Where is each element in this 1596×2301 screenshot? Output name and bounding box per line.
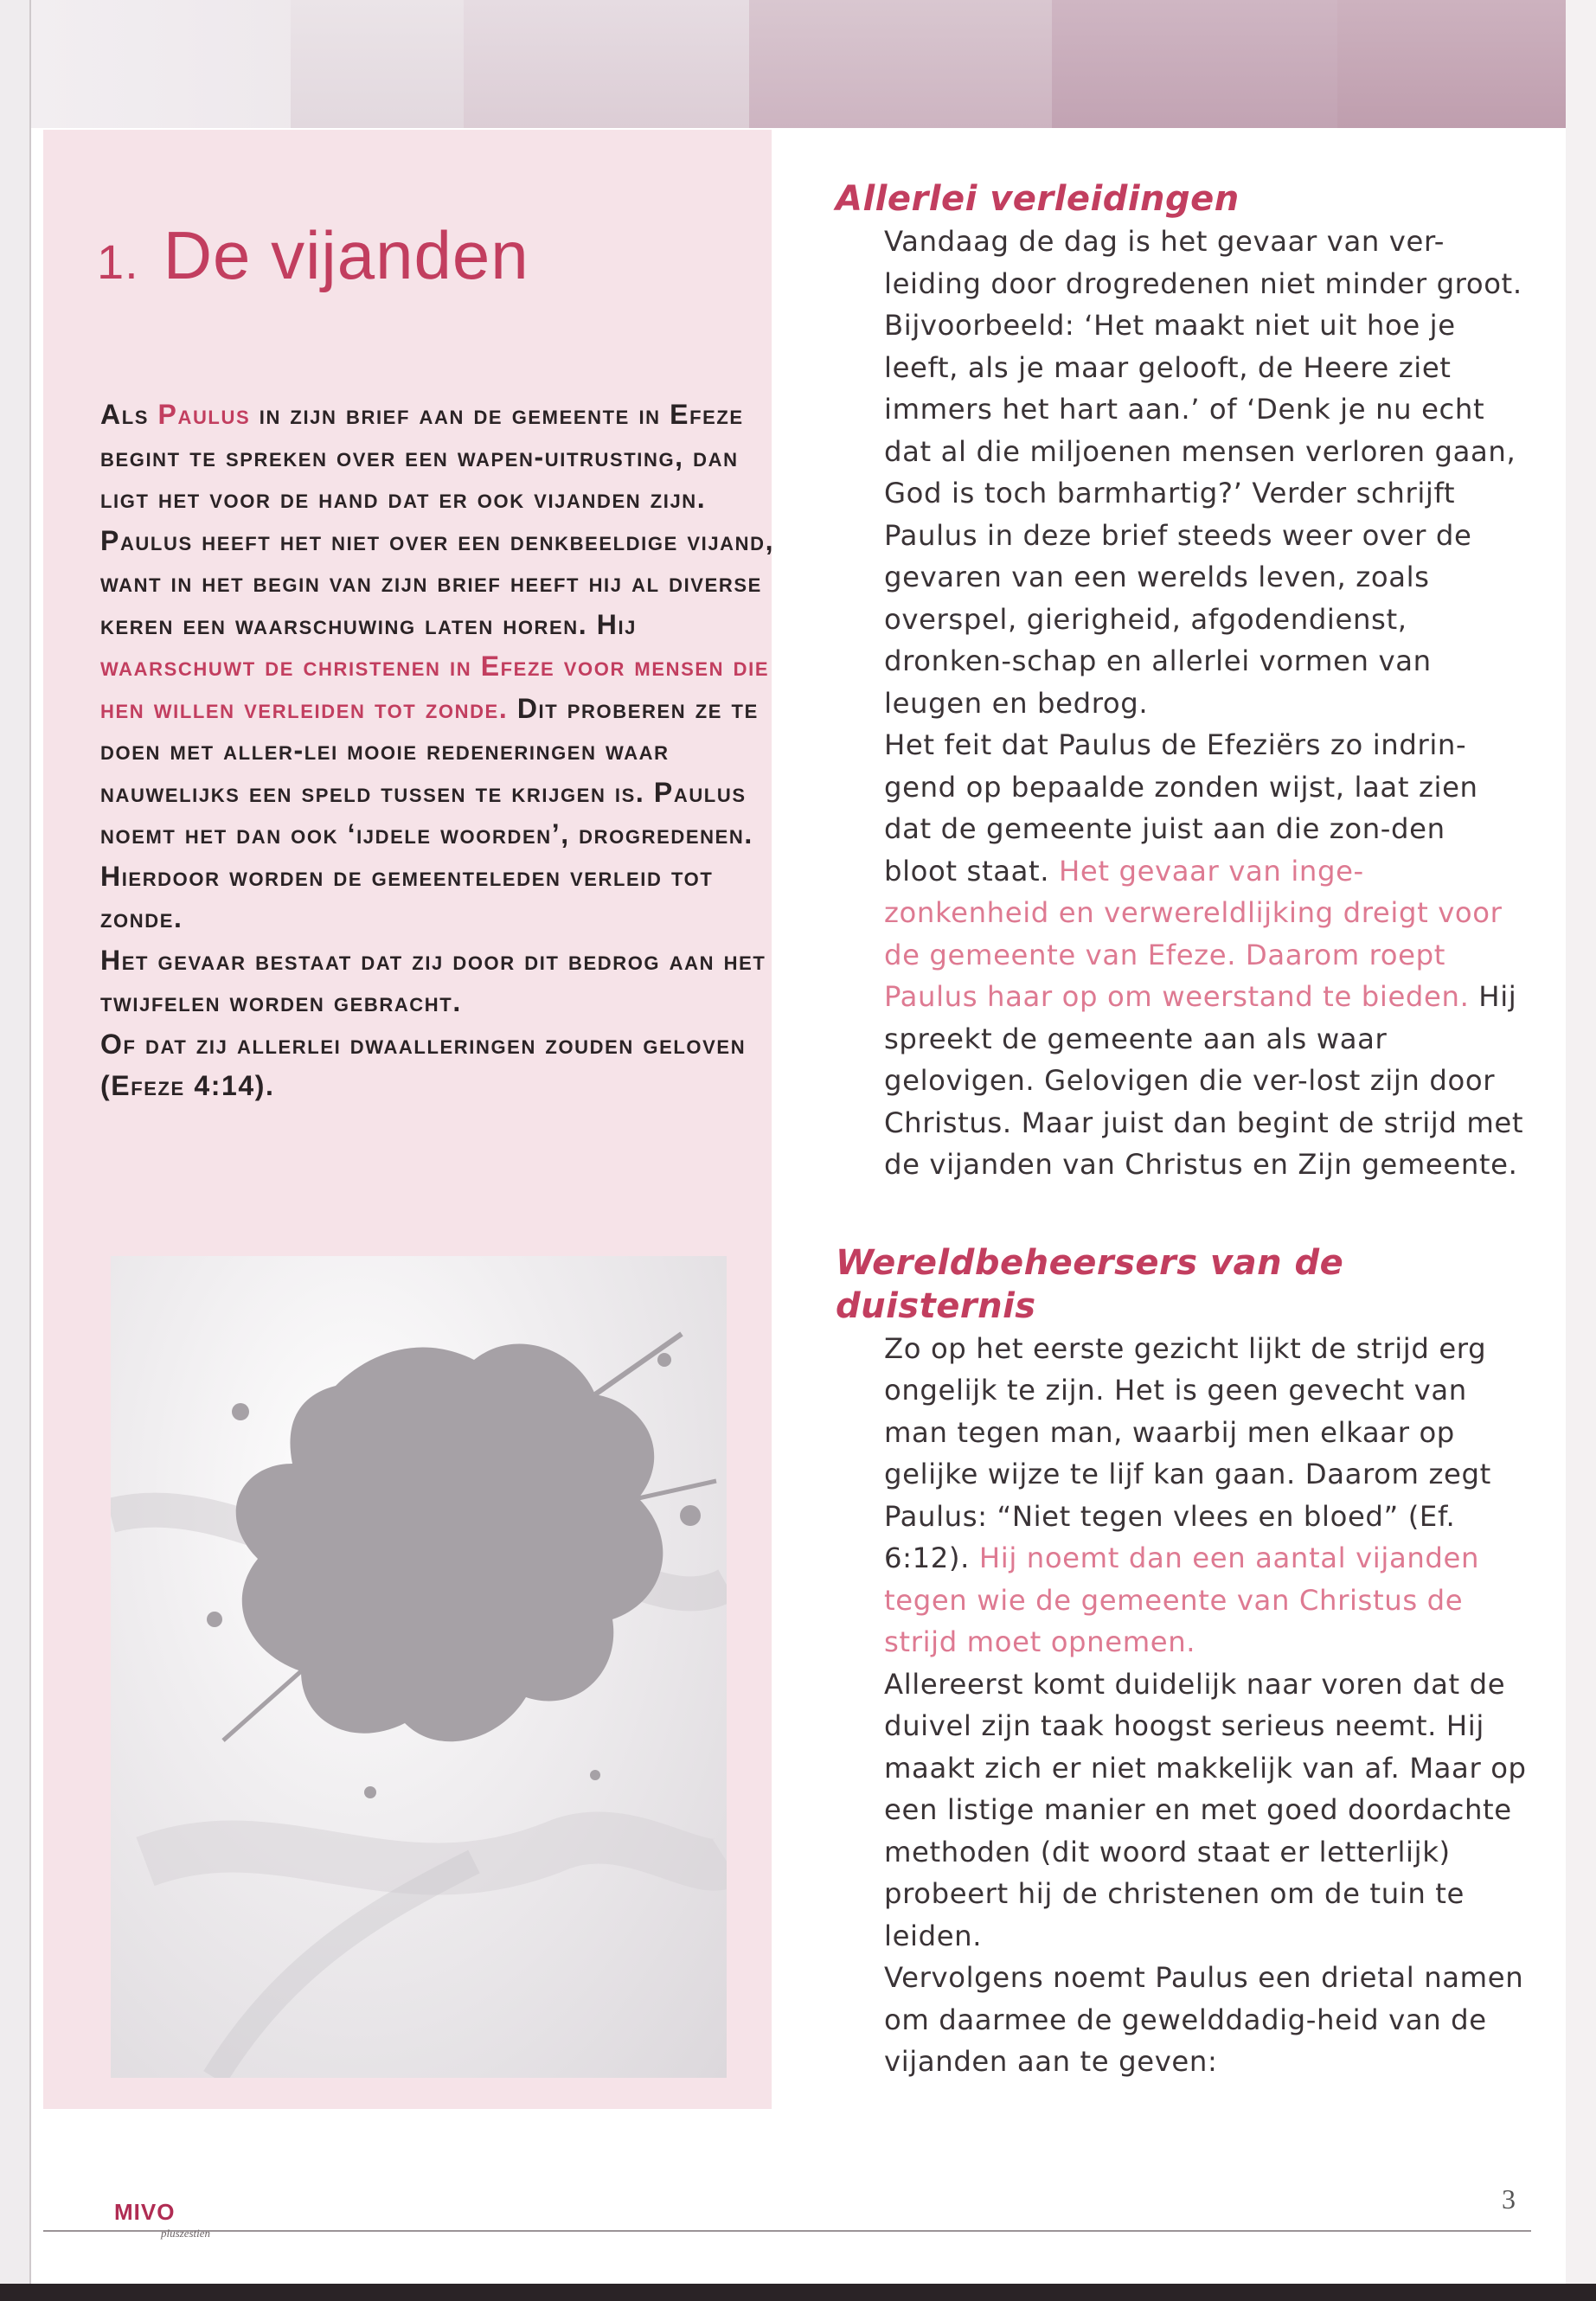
header-photo-4 (1052, 0, 1337, 128)
section1-paragraph-2 (884, 724, 1528, 1186)
intro-text-5: Of dat zij allerlei dwaalleringen zouden geloven (Efeze 4:14). (100, 1028, 747, 1101)
ink-stain-photo (111, 1256, 727, 2078)
bottom-edge-bar (0, 2284, 1596, 2301)
chapter-title (97, 216, 529, 295)
intro-text-2: in zijn brief aan de gemeente in Efeze begint te spreken over een wapen-uitrusting, dan ligt het voor de hand dat er ook vijanden zijn. Paulus heeft het niet over een denkbeeldige vijand, want in het begin van zijn brief heeft hij al diverse keren een waarschuwing laten horen. Hij (100, 399, 775, 640)
intro-paragraph (100, 394, 784, 1107)
section2-highlight: Hij noemt dan een aantal vijanden tegen wie de gemeente van Christus de strijd moet opnemen. (884, 1541, 1480, 1658)
intro-text-3: Dit proberen ze te doen met aller-lei mooie redeneringen waar nauwelijks een speld tussen te krijgen is. Paulus noemt het dan ook ‘ijdele woorden’, drogredenen. Hierdoor worden de gemeenteleden verleid tot zonde. (100, 692, 759, 933)
logo-subtitle: pluszestien (161, 2227, 211, 2240)
section1-paragraph-1: Vandaag de dag is het gevaar van ver-leiding door drogredenen niet minder groot. Bijvoorbeeld: ‘Het maakt niet uit hoe je leeft, als je maar gelooft, de Heere ziet immers het hart aan.’ of ‘Denk je nu echt dat al die miljoenen mensen verloren gaan, God is toch barmhartig?’ Verder schrijft Paulus in deze brief steeds weer over de gevaren van een werelds leven, zoals overspel, gierigheid, afgodendienst, dronken-schap en allerlei vormen van leugen en bedrog. (884, 225, 1522, 720)
section-heading-wereldbeheersers: Wereldbeheersers van de duisternis (836, 1242, 1344, 1326)
header-photo-strip (31, 0, 1566, 128)
section2-paragraph-3: Vervolgens noemt Paulus een drietal namen om daarmee de gewelddadig-heid van de vijanden aan te geven: (884, 1961, 1524, 2078)
chapter-title-text: De vijanden (163, 217, 529, 293)
header-photo-2 (464, 0, 749, 128)
section1-highlight: Het gevaar van inge-zonkenheid en verwereldlijking dreigt voor de gemeente van Efeze. Daarom roept Paulus haar op om weerstand te bieden. (884, 854, 1503, 1013)
section2-text-a: Zo op het eerste gezicht lijkt de strijd erg ongelijk te zijn. Het is geen gevecht van man tegen man, waarbij men elkaar op gelijke wijze te lijf kan gaan. Daarom zegt Paulus: “Niet tegen vlees en bloed” (Ef. 6:12). (884, 1331, 1491, 1574)
magazine-page (31, 0, 1566, 2284)
header-photo-1 (291, 0, 464, 128)
mivo-logo: MIVO (114, 2199, 176, 2225)
intro-text-4: Het gevaar bestaat dat zij door dit bedrog aan het twijfelen worden gebracht. (100, 944, 766, 1017)
intro-highlight-paulus: Paulus (157, 399, 251, 430)
page-left-edge (0, 0, 31, 2301)
section1-text-a: Het feit dat Paulus de Efeziërs zo indrin-gend op bepaalde zonden wijst, laat zien dat de gemeente juist aan die zon-den bloot staat. (884, 728, 1478, 888)
footer-rule (43, 2230, 1531, 2232)
right-column (836, 177, 1528, 2083)
section2-paragraph-2: Allereerst komt duidelijk naar voren dat de duivel zijn taak hoogst serieus neemt. Hij maakt zich er niet makkelijk van af. Maar op een listige manier en met goed doordachte methoden (dit woord staat er letterlijk) probeert hij de christenen om de tuin te leiden. (884, 1667, 1527, 1952)
section2-paragraph-1 (884, 1328, 1528, 1663)
page-number: 3 (1502, 2183, 1516, 2214)
header-photo-3 (749, 0, 1052, 128)
ink-stain-illustration (111, 1256, 727, 2078)
section1-text-c: Hij spreekt de gemeente aan als waar gelovigen. Gelovigen die ver-lost zijn door Christus. Maar juist dan begint de strijd met de vijanden van Christus en Zijn gemeente. (884, 980, 1524, 1181)
intro-text-1: Als (100, 399, 158, 430)
section-heading-allerlei-verleidingen: Allerlei verleidingen (836, 179, 1240, 219)
chapter-number: 1. (97, 234, 139, 289)
header-photo-5 (1337, 0, 1566, 128)
intro-highlight-warning: waarschuwt de christenen in Efeze voor mensen die hen willen verleiden tot zonde. (100, 651, 770, 724)
